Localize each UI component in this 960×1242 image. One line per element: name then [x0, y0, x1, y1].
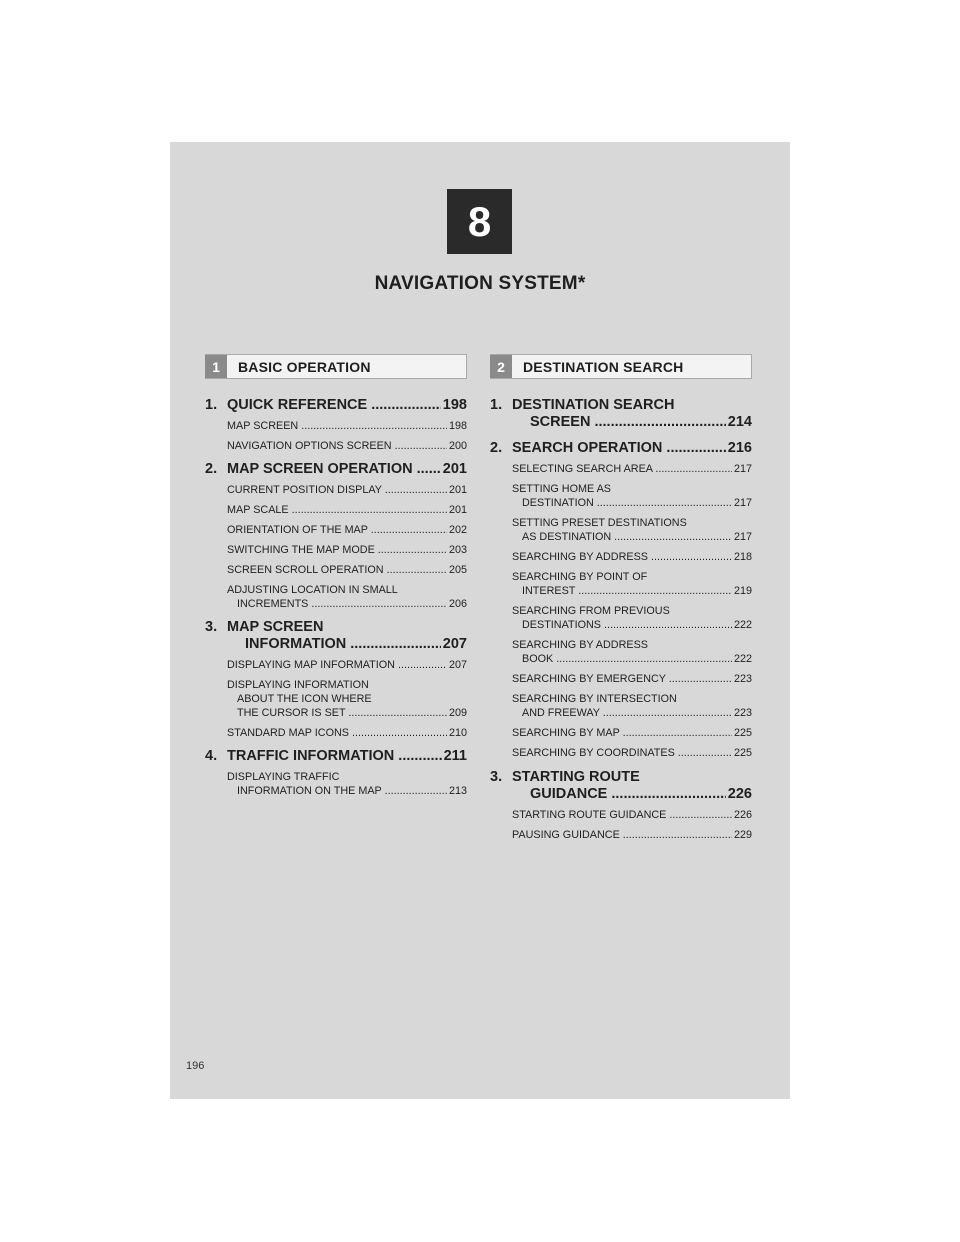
- toc-page-number: 201: [442, 461, 467, 477]
- toc-sub-line[interactable]: [512, 496, 752, 510]
- toc-entry-text: INFORMATION ON THE MAP .....: [237, 784, 447, 798]
- toc-entry-text: 1. QUICK REFERENCE .....: [205, 397, 441, 414]
- toc-entry-text: SWITCHING THE MAP MODE .....: [227, 543, 447, 557]
- toc-entry-number: 2.: [205, 461, 218, 477]
- toc-sub-entry[interactable]: [512, 570, 752, 598]
- toc-sub-line: DISPLAYING INFORMATION: [227, 679, 369, 691]
- toc-sub-line[interactable]: [227, 658, 467, 672]
- toc-sub-line[interactable]: [512, 462, 752, 476]
- toc-sub-line: DISPLAYING TRAFFIC: [227, 771, 340, 783]
- toc-entry-number: 3.: [205, 619, 218, 635]
- toc-entry-text: THE CURSOR IS SET .....: [237, 706, 447, 720]
- toc-entry-text: AND FREEWAY .....: [522, 706, 732, 720]
- toc-page-number: 217: [733, 463, 752, 475]
- toc-entry-text: 4. TRAFFIC INFORMATION .....: [205, 748, 442, 765]
- toc-entry-text: DESTINATION .....: [522, 496, 732, 510]
- chapter-title: NAVIGATION SYSTEM*: [374, 273, 586, 294]
- toc-sub-entry[interactable]: [227, 658, 467, 672]
- toc-page-number: 213: [448, 785, 467, 797]
- toc-page-number: 217: [733, 497, 752, 509]
- toc-entry-number: 1.: [205, 397, 218, 413]
- chapter-number-badge: 8: [447, 189, 512, 254]
- toc-main-entry-cont[interactable]: [490, 786, 752, 803]
- section-number: 2: [490, 355, 512, 378]
- section-number: 1: [205, 355, 227, 378]
- toc-entry-text: INFORMATION .....: [245, 636, 441, 653]
- toc-entry-text: SEARCHING BY MAP .....: [512, 726, 732, 740]
- toc-sub-line[interactable]: [227, 419, 467, 433]
- toc-main-entry[interactable]: 3. STARTING ROUTE: [490, 769, 640, 785]
- toc-page-number: 202: [448, 524, 467, 536]
- toc-sub-line[interactable]: [227, 726, 467, 740]
- toc-sub-line[interactable]: [227, 543, 467, 557]
- toc-entry-text: INCREMENTS .....: [237, 597, 447, 611]
- toc-sub-entry[interactable]: [227, 583, 467, 611]
- toc-sub-entry[interactable]: [227, 523, 467, 537]
- toc-page-number: 211: [443, 748, 467, 764]
- toc-sub-entry[interactable]: [227, 503, 467, 517]
- toc-sub-line: SETTING PRESET DESTINATIONS: [512, 517, 687, 529]
- toc-sub-line[interactable]: [227, 483, 467, 497]
- toc-sub-line[interactable]: [512, 584, 752, 598]
- toc-entry-text: STARTING ROUTE GUIDANCE .....: [512, 808, 732, 822]
- toc-main-entry-cont[interactable]: [205, 636, 467, 653]
- toc-sub-line[interactable]: [227, 563, 467, 577]
- toc-sub-entry[interactable]: [512, 462, 752, 476]
- toc-chapter-entry[interactable]: [205, 619, 467, 740]
- toc-sub-entry[interactable]: [512, 746, 752, 760]
- toc-chapter-entry[interactable]: [490, 769, 752, 842]
- toc-page-number: 201: [448, 504, 467, 516]
- toc-entry-text: DESTINATIONS .....: [522, 618, 732, 632]
- toc-chapter-entry[interactable]: [490, 397, 752, 431]
- toc-page-number: 206: [448, 598, 467, 610]
- toc-sub-line: SEARCHING BY INTERSECTION: [512, 693, 677, 705]
- toc-chapter-entry[interactable]: [205, 748, 467, 798]
- toc-page-number: 225: [733, 727, 752, 739]
- toc-page-number: 218: [733, 551, 752, 563]
- toc-entry-text: NAVIGATION OPTIONS SCREEN .....: [227, 439, 447, 453]
- toc-page-number: 209: [448, 707, 467, 719]
- toc-sub-entry[interactable]: [227, 563, 467, 577]
- toc-sub-line: SEARCHING BY ADDRESS: [512, 639, 648, 651]
- toc-sub-entry[interactable]: [227, 543, 467, 557]
- toc-entry-text: DISPLAYING MAP INFORMATION .....: [227, 658, 447, 672]
- toc-sub-line[interactable]: [512, 652, 752, 666]
- toc-page-number: 205: [448, 564, 467, 576]
- toc-entry-text: BOOK .....: [522, 652, 732, 666]
- toc-entry-text: 2. MAP SCREEN OPERATION .....: [205, 461, 441, 478]
- toc-page-number: 214: [727, 414, 752, 430]
- toc-entry-text: 2. SEARCH OPERATION .....: [490, 440, 726, 457]
- toc-entry-text: MAP SCALE .....: [227, 503, 447, 517]
- toc-sub-entry[interactable]: [227, 726, 467, 740]
- toc-page-number: 210: [448, 727, 467, 739]
- toc-entry-text: AS DESTINATION .....: [522, 530, 732, 544]
- toc-sub-line[interactable]: [227, 706, 467, 720]
- toc-entry-number: 1.: [490, 397, 503, 413]
- toc-page-number: 207: [448, 659, 467, 671]
- toc-sub-line[interactable]: [512, 530, 752, 544]
- section-destination-search: [490, 354, 752, 851]
- toc-sub-line[interactable]: [512, 672, 752, 686]
- toc-main-entry[interactable]: [205, 397, 467, 414]
- toc-entries: [205, 397, 467, 798]
- toc-sub-entry[interactable]: [512, 828, 752, 842]
- toc-main-entry[interactable]: [490, 440, 752, 457]
- toc-page-number: 219: [733, 585, 752, 597]
- toc-entry-text: SCREEN SCROLL OPERATION .....: [227, 563, 447, 577]
- toc-main-entry[interactable]: 3. MAP SCREEN: [205, 619, 324, 635]
- toc-entry-text: SCREEN .....: [530, 414, 726, 431]
- toc-page-number: 198: [448, 420, 467, 432]
- toc-sub-entry[interactable]: [512, 604, 752, 632]
- toc-sub-line: SEARCHING BY POINT OF: [512, 571, 648, 583]
- section-header: [490, 354, 752, 379]
- toc-sub-entry[interactable]: [512, 692, 752, 720]
- toc-sub-entry[interactable]: [512, 550, 752, 564]
- toc-entry-number: 2.: [490, 440, 503, 456]
- toc-sub-entry[interactable]: [227, 483, 467, 497]
- toc-sub-line[interactable]: [512, 618, 752, 632]
- toc-entry-number: 3.: [490, 769, 503, 785]
- toc-main-entry[interactable]: [205, 461, 467, 478]
- toc-chapter-entry[interactable]: [205, 461, 467, 611]
- toc-entry-text: SELECTING SEARCH AREA .....: [512, 462, 732, 476]
- toc-sub-line[interactable]: [512, 746, 752, 760]
- toc-page-number: 222: [733, 653, 752, 665]
- section-title: BASIC OPERATION: [238, 358, 371, 375]
- toc-page-number: 223: [733, 707, 752, 719]
- toc-sub-entry[interactable]: [512, 808, 752, 822]
- toc-page-number: 216: [727, 440, 752, 456]
- toc-entry-text: ORIENTATION OF THE MAP .....: [227, 523, 447, 537]
- toc-sub-entry[interactable]: [227, 678, 467, 720]
- toc-sub-entry[interactable]: [512, 638, 752, 666]
- toc-page-number: 223: [733, 673, 752, 685]
- toc-entry-number: 4.: [205, 748, 218, 764]
- toc-sub-line[interactable]: [227, 784, 467, 798]
- toc-main-entry-cont[interactable]: [490, 414, 752, 431]
- toc-sub-line: ADJUSTING LOCATION IN SMALL: [227, 584, 398, 596]
- toc-sub-line[interactable]: [227, 439, 467, 453]
- toc-page-number: 217: [733, 531, 752, 543]
- section-title: DESTINATION SEARCH: [523, 358, 684, 375]
- toc-entry-text: SEARCHING BY COORDINATES .....: [512, 746, 732, 760]
- toc-entry-text: INTEREST .....: [522, 584, 732, 598]
- toc-sub-line: ABOUT THE ICON WHERE: [237, 693, 372, 705]
- toc-sub-entry[interactable]: [512, 726, 752, 740]
- toc-page-number: 229: [733, 829, 752, 841]
- toc-page-number: 226: [727, 786, 752, 802]
- toc-chapter-entry[interactable]: [205, 397, 467, 453]
- toc-sub-line[interactable]: [227, 597, 467, 611]
- toc-sub-line[interactable]: [227, 503, 467, 517]
- toc-page-number: 207: [442, 636, 467, 652]
- toc-sub-line[interactable]: [512, 828, 752, 842]
- section-basic-operation: [205, 354, 467, 806]
- toc-entries: [490, 397, 752, 842]
- toc-sub-line[interactable]: [512, 808, 752, 822]
- toc-page-number: 225: [733, 747, 752, 759]
- toc-page-number: 226: [733, 809, 752, 821]
- section-header: [205, 354, 467, 379]
- toc-sub-entry[interactable]: [227, 770, 467, 798]
- toc-main-entry[interactable]: [205, 748, 467, 765]
- toc-page-number: 203: [448, 544, 467, 556]
- toc-entry-text: MAP SCREEN .....: [227, 419, 447, 433]
- toc-page-number: 200: [448, 440, 467, 452]
- toc-main-entry[interactable]: 1. DESTINATION SEARCH: [490, 397, 675, 413]
- toc-sub-line[interactable]: [512, 550, 752, 564]
- toc-sub-entry[interactable]: [227, 439, 467, 453]
- toc-chapter-entry[interactable]: [490, 440, 752, 760]
- toc-sub-entry[interactable]: [512, 482, 752, 510]
- toc-page-number: 201: [448, 484, 467, 496]
- toc-page-number: 198: [442, 397, 467, 413]
- toc-sub-entry[interactable]: [512, 516, 752, 544]
- toc-sub-line: SETTING HOME AS: [512, 483, 611, 495]
- toc-entry-text: SEARCHING BY ADDRESS .....: [512, 550, 732, 564]
- toc-sub-line[interactable]: [512, 706, 752, 720]
- toc-sub-line[interactable]: [512, 726, 752, 740]
- toc-entry-text: CURRENT POSITION DISPLAY .....: [227, 483, 447, 497]
- toc-sub-entry[interactable]: [512, 672, 752, 686]
- page-number: 196: [186, 1060, 205, 1072]
- toc-entry-text: STANDARD MAP ICONS .....: [227, 726, 447, 740]
- toc-sub-line: SEARCHING FROM PREVIOUS: [512, 605, 670, 617]
- toc-sub-entry[interactable]: [227, 419, 467, 433]
- toc-page-number: 222: [733, 619, 752, 631]
- toc-entry-text: SEARCHING BY EMERGENCY .....: [512, 672, 732, 686]
- toc-entry-text: GUIDANCE .....: [530, 786, 726, 803]
- toc-entry-text: PAUSING GUIDANCE .....: [512, 828, 732, 842]
- toc-sub-line[interactable]: [227, 523, 467, 537]
